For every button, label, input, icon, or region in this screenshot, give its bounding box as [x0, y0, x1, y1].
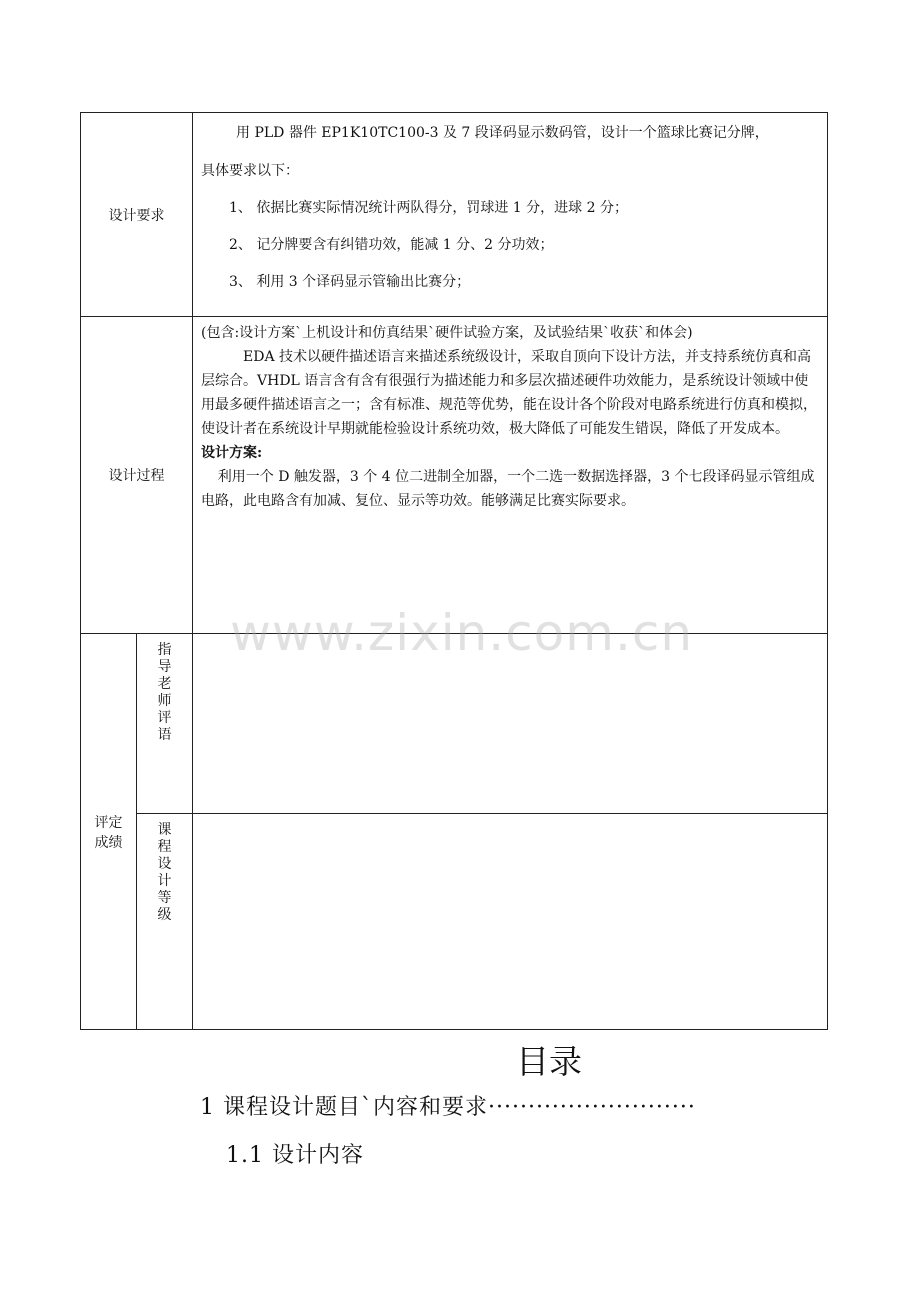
grade-label — [137, 814, 193, 1030]
teacher-comment-char: 老 — [157, 676, 172, 692]
grade-char: 程 — [157, 839, 172, 855]
process-note: (包含:设计方案`上机设计和仿真结果`硬件试验方案，及试验结果`收获`和体会) — [201, 325, 693, 341]
evaluation-label — [81, 634, 137, 1030]
teacher-comment-char: 指 — [157, 642, 172, 658]
evaluation-label-line2: 成绩 — [94, 834, 123, 851]
teacher-comment-char: 师 — [157, 693, 172, 709]
evaluation-row-teacher — [81, 634, 828, 814]
grade-char: 设 — [157, 856, 172, 872]
process-paragraph: EDA 技术以硬件描述语言来描述系统级设计，采取自顶向下设计方法，并支持系统仿真和高层综合。VHDL 语言含有含有很强行为描述能力和多层次描述硬件功效能力，是系统设计领域中使用最多硬件描述语言之一；含有标准、规范等优势，能在设计各个阶段对电路系统进行仿真和模拟，使设计者在系统设计早期就能检验设计系统功效，极大降低了可能发生错误，降低了开发成本。 — [201, 349, 817, 437]
evaluation-row-grade — [81, 814, 828, 1030]
requirements-label: 设计要求 — [81, 113, 193, 317]
toc-title-wrap — [0, 1036, 920, 1083]
requirements-cell — [193, 113, 828, 317]
scheme-heading: 设计方案: — [201, 445, 263, 461]
grade-char: 级 — [157, 907, 172, 923]
grade-char: 计 — [157, 873, 172, 889]
toc-entry-1[interactable]: 1 课程设计题目`内容和要求·························· — [200, 1095, 696, 1120]
teacher-comment-char: 评 — [157, 710, 172, 726]
scheme-text: 利用一个 D 触发器，3 个 4 位二进制全加器，一个二选一数据选择器，3 个七段译码显示管组成电路，此电路含有加减、复位、显示等功效。能够满足比赛实际要求。 — [201, 469, 815, 509]
watermark: www.zixin.com.cn — [230, 604, 694, 662]
teacher-comment-field[interactable] — [193, 634, 828, 814]
teacher-comment-char: 导 — [157, 659, 172, 675]
course-design-form — [80, 112, 828, 1030]
requirement-item-2: 2、 记分牌要含有纠错功效，能减 1 分、2 分功效； — [229, 237, 554, 253]
requirements-intro-line2: 具体要求以下： — [201, 163, 299, 179]
grade-field[interactable] — [193, 814, 828, 1030]
requirements-intro-line1: 用 PLD 器件 EP1K10TC100-3 及 7 段译码显示数码管，设计一个篮球比赛记分牌， — [236, 125, 769, 141]
grade-char: 等 — [157, 890, 172, 906]
toc-entry-1-1[interactable]: 1.1 设计内容 — [226, 1143, 364, 1168]
toc-title: 目录 — [516, 1042, 582, 1081]
requirements-row — [81, 113, 828, 317]
teacher-comment-char: 语 — [157, 727, 172, 743]
requirement-item-1: 1、 依据比赛实际情况统计两队得分，罚球进 1 分，进球 2 分； — [229, 200, 628, 216]
teacher-comment-label — [137, 634, 193, 814]
grade-char: 课 — [157, 822, 172, 838]
requirement-item-3: 3、 利用 3 个译码显示管输出比赛分； — [229, 274, 471, 290]
process-cell — [193, 317, 828, 634]
evaluation-label-line1: 评定 — [94, 814, 123, 831]
process-row — [81, 317, 828, 634]
process-label: 设计过程 — [81, 317, 193, 634]
